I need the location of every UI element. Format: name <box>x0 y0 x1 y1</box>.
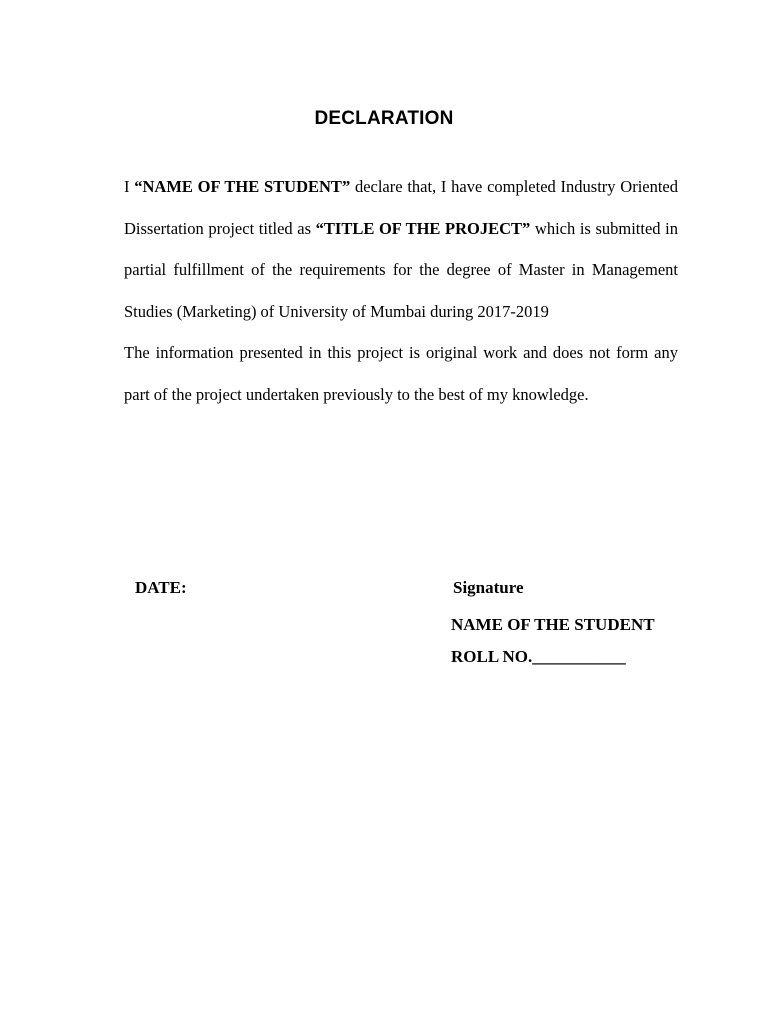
paragraph-1-suffix: which is submitted in partial fulfillment of the requirements for the degree of Master in Management Studies (Marketing) of University of Mumbai during 2017-2019 <box>124 218 678 321</box>
signature-label: Signature <box>453 578 524 597</box>
declaration-title: DECLARATION <box>314 108 454 129</box>
student-name-label: NAME OF THE STUDENT <box>451 615 655 634</box>
declaration-body <box>124 166 678 415</box>
declaration-paragraph-1 <box>124 166 678 332</box>
paragraph-1-middle: declare that, I have completed Industry Oriented Dissertation project titled as <box>124 177 679 238</box>
roll-number-label: ROLL NO.___________ <box>451 647 626 666</box>
paragraph-1-prefix: I <box>124 177 135 196</box>
declaration-paragraph-2: The information presented in this project is original work and does not form any part of the project undertaken previously to the best of my knowledge. <box>124 343 678 404</box>
date-label: DATE: <box>135 578 187 597</box>
project-title-placeholder: “TITLE OF THE PROJECT” <box>315 218 531 238</box>
student-name-placeholder: “NAME OF THE STUDENT” <box>134 177 351 196</box>
